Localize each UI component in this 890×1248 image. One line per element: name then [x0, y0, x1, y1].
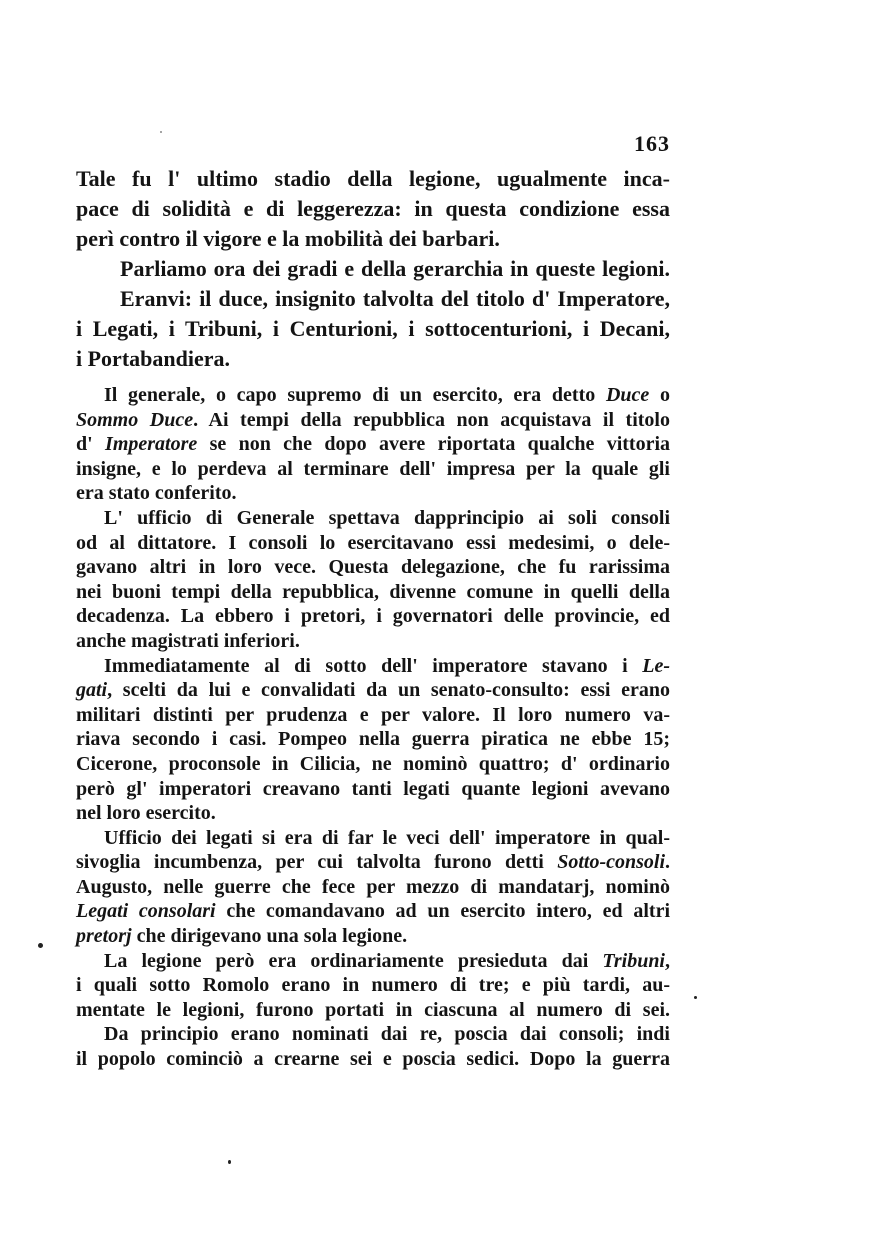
text-line: insigne, e lo perdeva al terminare dell' impresa per la quale gli: [76, 457, 670, 480]
margin-speck: [694, 996, 697, 999]
text-line: gavano altri in loro vece. Questa delegazione, che fu rarissima: [76, 556, 670, 579]
text-line: [76, 383, 670, 408]
text-run: sivoglia incumbenza, per cui talvolta furono detti: [76, 851, 558, 874]
text-run: La legione però era ordinariamente presieduta dai: [104, 949, 603, 972]
text-line: riava secondo i casi. Pompeo nella guerra piratica ne ebbe 15;: [76, 728, 670, 751]
text-line: i Portabandiera.: [76, 346, 230, 371]
text-line: [76, 654, 670, 679]
text-line: [76, 850, 670, 875]
text-run: se non che dopo avere riportata qualche vittoria: [197, 433, 671, 456]
text-line: [76, 949, 670, 974]
text-run: Il generale, o capo supremo di un esercito, era detto: [104, 384, 606, 406]
text-block-bottom: [76, 383, 670, 1072]
italic-term: Imperatore: [105, 433, 198, 456]
text-line: nel loro esercito.: [76, 802, 216, 825]
text-line: mentate le legioni, furono portati in ciascuna al numero di sei.: [76, 998, 670, 1021]
text-run: che comandavano ad un esercito intero, ed altri: [215, 900, 670, 923]
text-line: il popolo cominciò a crearne sei e poscia sedici. Dopo la guerra: [76, 1048, 670, 1071]
text-line: [76, 678, 670, 703]
text-line: Tale fu l' ultimo stadio della legione, ugualmente inca-: [76, 166, 670, 191]
margin-speck: [160, 131, 162, 133]
italic-term: Sommo Duce: [76, 408, 194, 431]
text-line: L' ufficio di Generale spettava dapprincipio ai soli consoli: [104, 506, 670, 529]
margin-speck: [228, 1160, 231, 1164]
text-run: .: [665, 851, 670, 874]
text-block-top: [76, 164, 670, 374]
italic-term: gati: [76, 679, 108, 702]
text-run: d': [76, 433, 106, 456]
text-run: . Ai tempi della repubblica non acquistava il titolo: [193, 408, 670, 431]
text-line: [76, 899, 670, 924]
text-line: perì contro il vigore e la mobilità dei barbari.: [76, 226, 500, 251]
text-line: [76, 924, 670, 949]
italic-term: Le-: [642, 654, 670, 677]
text-line: Augusto, nelle guerre che fece per mezzo di mandatarj, nominò: [76, 875, 670, 898]
text-line: però gl' imperatori creavano tanti legati quante legioni avevano: [76, 777, 670, 800]
text-line: [76, 408, 670, 433]
italic-term: Legati consolari: [76, 900, 216, 923]
italic-term: Duce: [605, 384, 650, 406]
text-line: [76, 432, 670, 457]
text-run: , scelti da lui e convalidati da un senato-consulto: essi erano: [107, 679, 670, 702]
text-run: Immediatamente al di sotto dell' imperatore stavano i: [104, 654, 643, 677]
text-line: Da principio erano nominati dai re, poscia dai consoli; indi: [104, 1023, 670, 1046]
text-line: nei buoni tempi della repubblica, divenne comune in quelli della: [76, 580, 670, 603]
text-run: o: [649, 384, 670, 406]
italic-term: Sotto-consoli: [557, 851, 665, 874]
text-line: anche magistrati inferiori.: [76, 629, 300, 652]
text-line: pace di solidità e di leggerezza: in questa condizione essa: [76, 196, 670, 221]
text-line: od al dittatore. I consoli lo esercitavano essi medesimi, o dele-: [76, 531, 670, 554]
text-line: decadenza. La ebbero i pretori, i governatori delle provincie, ed: [76, 605, 670, 628]
italic-term: pretorj: [76, 925, 132, 948]
text-line: Cicerone, proconsole in Cilicia, ne nominò quattro; d' ordinario: [76, 752, 670, 775]
text-line: era stato conferito.: [76, 482, 237, 505]
text-line: Ufficio dei legati si era di far le veci dell' imperatore in qual-: [104, 826, 670, 849]
text-run: ,: [665, 949, 670, 972]
text-line: i quali sotto Romolo erano in numero di tre; e più tardi, au-: [76, 974, 670, 997]
page-number: 163: [634, 131, 670, 156]
text-line: militari distinti per prudenza e per valore. Il loro numero va-: [76, 703, 670, 726]
text-run: che dirigevano una sola legione.: [131, 925, 408, 948]
italic-term: Tribuni: [602, 949, 665, 972]
margin-speck: [38, 943, 43, 948]
text-line: Eranvi: il duce, insignito talvolta del titolo d' Imperatore,: [120, 286, 670, 311]
text-line: Parliamo ora dei gradi e della gerarchia in queste legioni.: [120, 256, 670, 281]
text-line: i Legati, i Tribuni, i Centurioni, i sottocenturioni, i Decani,: [76, 316, 670, 341]
